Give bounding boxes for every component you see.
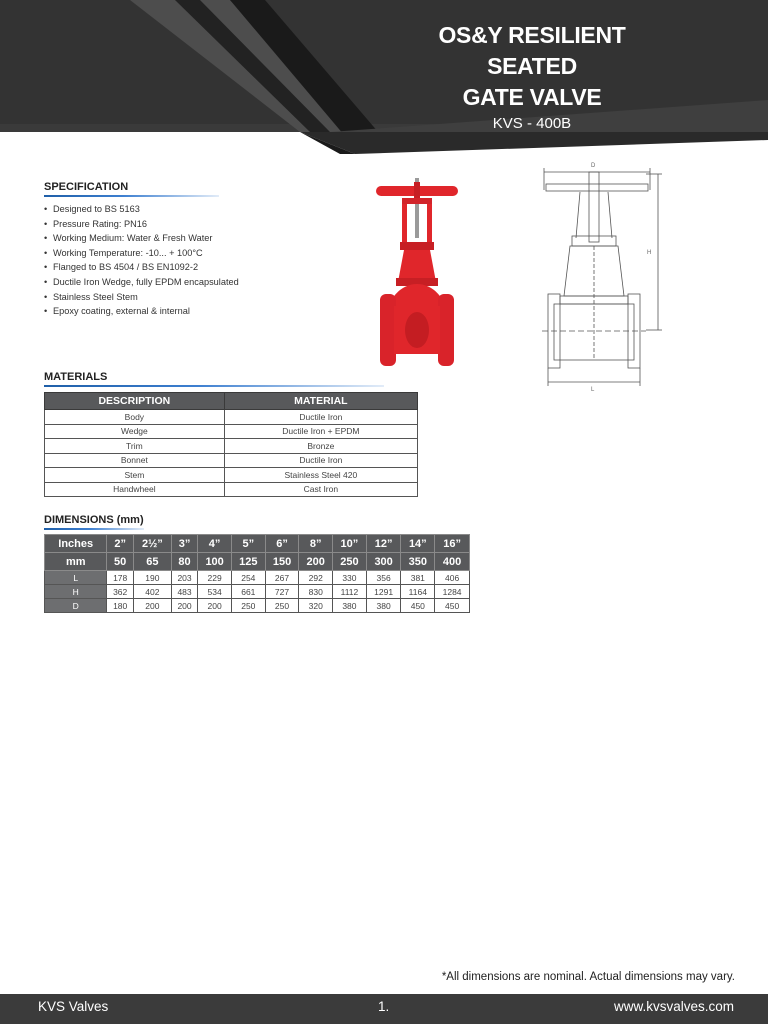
page-footer — [0, 994, 768, 1024]
dimension-cell: 254 — [231, 571, 265, 585]
dimension-cell: 830 — [299, 585, 333, 599]
description-cell: Body — [45, 410, 225, 425]
table-row — [45, 571, 470, 585]
dimension-d-label: D — [591, 163, 596, 169]
size-mm: 400 — [435, 553, 470, 571]
size-inches: 2” — [107, 535, 133, 553]
size-mm: 150 — [265, 553, 299, 571]
description-cell: Stem — [45, 468, 225, 483]
dimension-cell: 250 — [265, 599, 299, 613]
material-cell: Ductile Iron — [224, 410, 417, 425]
materials-rule — [44, 385, 384, 387]
model-number: KVS - 400B — [492, 115, 572, 132]
size-mm: 80 — [171, 553, 197, 571]
size-inches: 5” — [231, 535, 265, 553]
spec-item: • Designed to BS 5163 — [44, 204, 140, 214]
spec-item: • Flanged to BS 4504 / BS EN1092-2 — [44, 262, 199, 273]
material-cell: Ductile Iron + EPDM — [224, 424, 417, 439]
dimension-cell: 727 — [265, 585, 299, 599]
size-mm: 50 — [107, 553, 133, 571]
dimension-cell: 483 — [171, 585, 197, 599]
size-mm: 65 — [133, 553, 171, 571]
dimensions-rule — [44, 528, 144, 530]
dimension-cell: 330 — [333, 571, 367, 585]
footer-website-link[interactable]: www.kvsvalves.com — [613, 999, 734, 1014]
dimension-cell: 200 — [133, 599, 171, 613]
size-mm: 200 — [299, 553, 333, 571]
material-cell: Stainless Steel 420 — [224, 468, 417, 483]
dimension-cell: 178 — [107, 571, 133, 585]
dimension-cell: 320 — [299, 599, 333, 613]
table-row — [45, 410, 418, 425]
dimension-cell: 381 — [401, 571, 435, 585]
valve-photo — [372, 178, 462, 368]
column-header-description: DESCRIPTION — [45, 393, 225, 410]
dimension-cell: 1291 — [366, 585, 401, 599]
dimensions-heading: DIMENSIONS (mm) — [44, 514, 144, 526]
size-inches: 8” — [299, 535, 333, 553]
dimension-cell: 200 — [198, 599, 232, 613]
column-header-material: MATERIAL — [224, 393, 417, 410]
dimension-h-label: H — [647, 250, 652, 256]
table-header-row — [45, 393, 418, 410]
inches-header-row — [45, 535, 470, 553]
dimension-cell: 250 — [231, 599, 265, 613]
size-inches: 14” — [401, 535, 435, 553]
material-cell: Bronze — [224, 439, 417, 454]
page-number: 1. — [378, 999, 390, 1014]
specification-list — [44, 202, 239, 319]
dimension-cell: 380 — [366, 599, 401, 613]
size-inches: 16” — [435, 535, 470, 553]
dimension-cell: 267 — [265, 571, 299, 585]
mm-header-row — [45, 553, 470, 571]
table-row — [45, 424, 418, 439]
dimension-cell: 1164 — [401, 585, 435, 599]
size-mm: 350 — [401, 553, 435, 571]
dimension-cell: 190 — [133, 571, 171, 585]
dimension-row-label: L — [45, 571, 107, 585]
dimension-cell: 450 — [401, 599, 435, 613]
size-mm: 100 — [198, 553, 232, 571]
spec-item: • Working Temperature: -10... + 100°C — [44, 247, 203, 258]
size-inches: 3” — [171, 535, 197, 553]
dimension-cell: 362 — [107, 585, 133, 599]
dimension-cell: 356 — [366, 571, 401, 585]
dimension-cell: 229 — [198, 571, 232, 585]
product-title-line1: OS&Y RESILIENT SEATED — [438, 22, 626, 79]
size-inches: 4” — [198, 535, 232, 553]
table-row — [45, 585, 470, 599]
dimension-row-label: H — [45, 585, 107, 599]
dimension-row-label: D — [45, 599, 107, 613]
size-inches: 6” — [265, 535, 299, 553]
page-header — [0, 0, 768, 160]
dimension-cell: 200 — [171, 599, 197, 613]
dimension-cell: 380 — [333, 599, 367, 613]
size-mm: 250 — [333, 553, 367, 571]
material-cell: Ductile Iron — [224, 453, 417, 468]
dimension-cell: 292 — [299, 571, 333, 585]
dimension-cell: 180 — [107, 599, 133, 613]
description-cell: Handwheel — [45, 482, 225, 497]
table-row — [45, 439, 418, 454]
dimension-cell: 450 — [435, 599, 470, 613]
table-row — [45, 599, 470, 613]
size-mm: 125 — [231, 553, 265, 571]
size-inches: 10” — [333, 535, 367, 553]
dimension-cell: 1112 — [333, 585, 367, 599]
table-row — [45, 482, 418, 497]
dimension-cell: 402 — [133, 585, 171, 599]
size-inches: 2½” — [133, 535, 171, 553]
spec-item: • Pressure Rating: PN16 — [44, 218, 147, 229]
spec-item: • Working Medium: Water & Fresh Water — [44, 233, 213, 244]
spec-item: • Ductile Iron Wedge, fully EPDM encapsulated — [44, 276, 239, 287]
materials-table — [44, 392, 418, 497]
inches-row-label: Inches — [45, 535, 107, 553]
table-row — [45, 453, 418, 468]
size-mm: 300 — [366, 553, 401, 571]
dimensions-table — [44, 534, 470, 613]
specification-rule — [44, 195, 219, 197]
dimension-l-label: L — [591, 387, 595, 392]
spec-item: • Epoxy coating, external & internal — [44, 306, 190, 317]
dimension-cell: 1284 — [435, 585, 470, 599]
table-row — [45, 468, 418, 483]
dimensions-note: *All dimensions are nominal. Actual dimensions may vary. — [441, 971, 735, 983]
product-title-line2: GATE VALVE — [462, 84, 602, 110]
mm-row-label: mm — [45, 553, 107, 571]
title-block — [392, 20, 672, 133]
description-cell: Wedge — [45, 424, 225, 439]
description-cell: Trim — [45, 439, 225, 454]
description-cell: Bonnet — [45, 453, 225, 468]
dimension-cell: 534 — [198, 585, 232, 599]
material-cell: Cast Iron — [224, 482, 417, 497]
materials-heading: MATERIALS — [44, 371, 108, 383]
footer-company: KVS Valves — [38, 999, 109, 1014]
dimension-cell: 406 — [435, 571, 470, 585]
valve-technical-drawing — [540, 160, 665, 392]
specification-heading: SPECIFICATION — [44, 181, 129, 193]
dimension-cell: 203 — [171, 571, 197, 585]
size-inches: 12” — [366, 535, 401, 553]
dimension-cell: 661 — [231, 585, 265, 599]
spec-item: • Stainless Steel Stem — [44, 291, 138, 302]
